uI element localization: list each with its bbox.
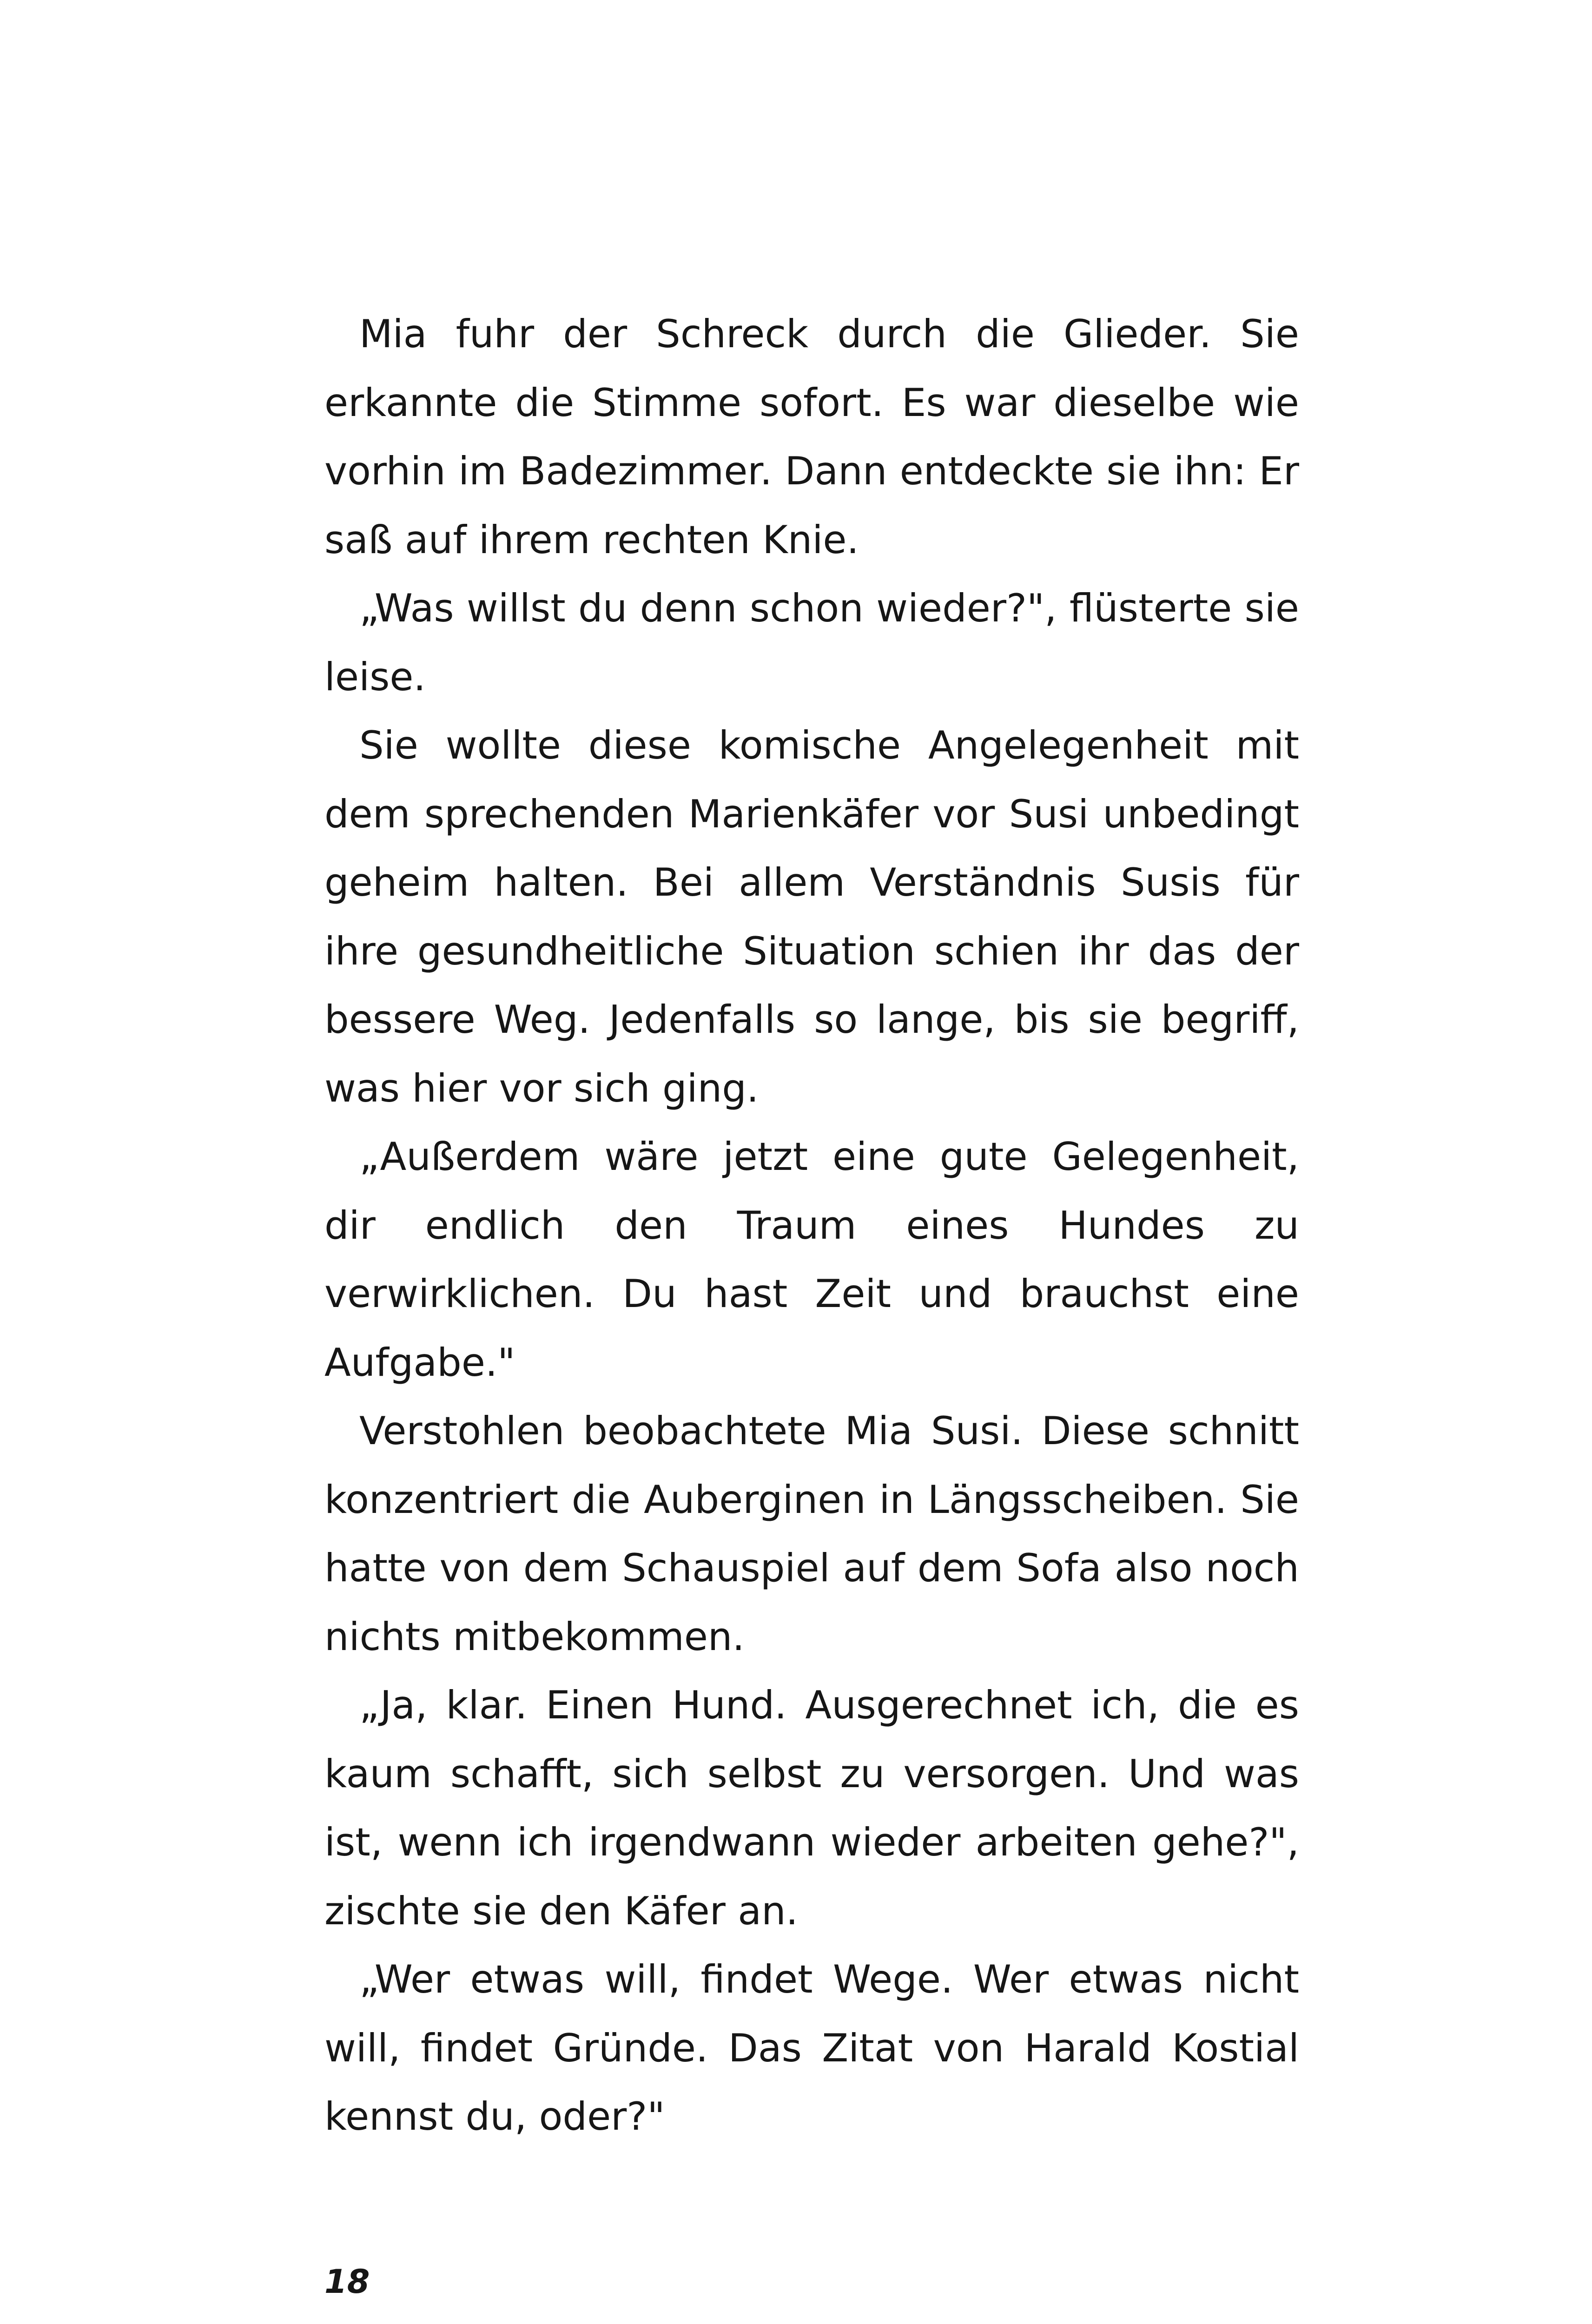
paragraph: Verstohlen beobachtete Mia Susi. Diese schnitt konzentriert die Auberginen in Längsscheiben. Sie hatte von dem Schauspiel auf dem Sofa also noch nichts mitbekommen. bbox=[324, 1408, 1299, 1659]
paragraph: „Wer etwas will, findet Wege. Wer etwas nicht will, findet Gründe. Das Zitat von Harald Kostial kennst du, oder?" bbox=[324, 1957, 1299, 2139]
paragraph: „Was willst du denn schon wieder?", flüsterte sie leise. bbox=[324, 586, 1299, 700]
paragraph: „Ja, klar. Einen Hund. Ausgerechnet ich, die es kaum schafft, sich selbst zu versorgen. Und was ist, wenn ich irgendwann wieder arbeiten gehe?", zischte sie den Käfer an. bbox=[324, 1683, 1299, 1934]
paragraph: „Außerdem wäre jetzt eine gute Gelegenheit, dir endlich den Traum eines Hundes zu verwirklichen. Du hast Zeit und brauchst eine Aufgabe." bbox=[324, 1134, 1299, 1385]
paragraph: Sie wollte diese komische Angelegenheit mit dem sprechenden Marienkäfer vor Susi unbedingt geheim halten. Bei allem Verständnis Susis für ihre gesundheitliche Situation schien ihr das der bessere Weg. Jedenfalls so lange, bis sie begriff, was hier vor sich ging. bbox=[324, 723, 1299, 1111]
page-number: 18 bbox=[324, 2263, 370, 2301]
paragraph: Mia fuhr der Schreck durch die Glieder. Sie erkannte die Stimme sofort. Es war dieselbe wie vorhin im Badezimmer. Dann entdeckte sie ihn: Er saß auf ihrem rechten Knie. bbox=[324, 311, 1299, 562]
body-text bbox=[324, 300, 1299, 2151]
